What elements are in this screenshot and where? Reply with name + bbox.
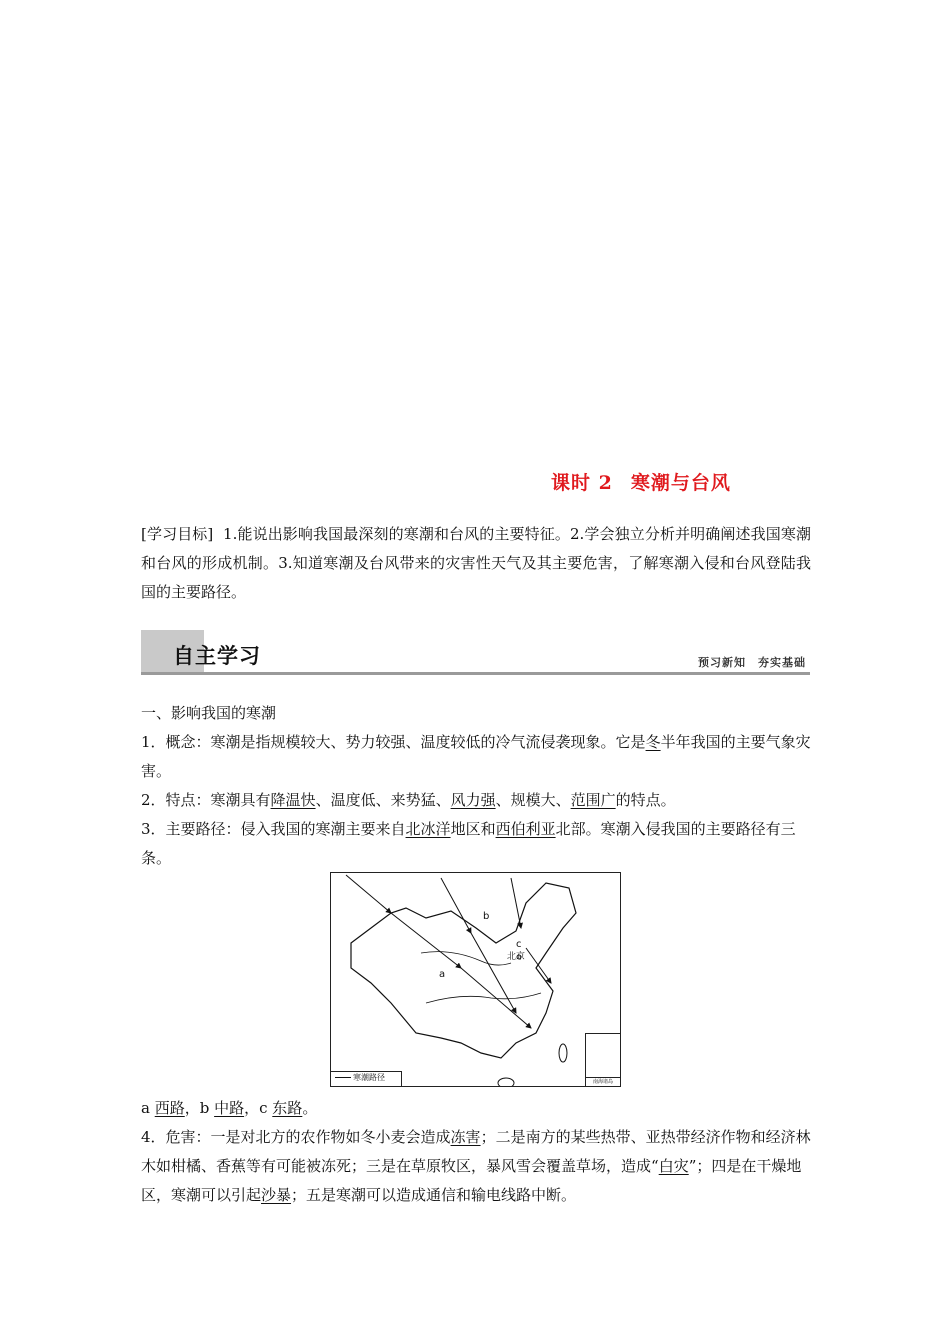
hazards-text-3: ”；四是在干燥地区，寒潮可以引起	[141, 1157, 802, 1204]
blank-middle-route: 中路	[214, 1099, 245, 1117]
route-end: 。	[302, 1099, 318, 1117]
legend-arrow-icon	[335, 1077, 351, 1078]
route-a-arrow-1	[346, 875, 391, 913]
inset-label: 南海诸岛	[586, 1077, 620, 1086]
paths-text-2: 地区和	[450, 820, 496, 838]
features-text: 2．特点：寒潮具有	[141, 791, 271, 809]
south-sea-inset	[585, 1033, 620, 1086]
blank-frost-damage: 冻害	[450, 1128, 481, 1146]
paths-text-3: 北部。寒潮入侵我国的主要路径有三条。	[141, 820, 796, 867]
paths-paragraph	[141, 815, 811, 873]
banner-subtitle: 预习新知 夯实基础	[698, 656, 806, 669]
section-heading: 一、影响我国的寒潮	[141, 704, 277, 722]
map-drawing	[331, 873, 621, 1087]
map-label-a: a	[439, 969, 446, 980]
route-b-arrow-2	[471, 933, 516, 1013]
blank-sandstorm: 沙暴	[261, 1186, 292, 1204]
concept-paragraph	[141, 728, 811, 786]
hazards-paragraph	[141, 1123, 811, 1210]
paths-text: 3．主要路径：侵入我国的寒潮主要来自	[141, 820, 406, 838]
river-yellow	[421, 952, 511, 965]
blank-siberia: 西伯利亚	[495, 820, 556, 838]
blank-fast-cooling: 降温快	[270, 791, 316, 809]
features-text-2: 、温度低、来势猛、	[315, 791, 451, 809]
routes-caption	[141, 1094, 811, 1123]
route-sep-2: ，c	[244, 1099, 273, 1117]
banner-rule	[141, 672, 810, 675]
route-sep-1: ，b	[184, 1099, 215, 1117]
hazards-text-2: ；二是南方的某些热带、亚热带经济作物和经济林木如柑橘、香蕉等有可能被冻死；三是在草原牧区，暴风雪会覆盖草场，造成“	[141, 1128, 811, 1175]
features-paragraph	[141, 786, 811, 815]
blank-strong-wind: 风力强	[450, 791, 496, 809]
blank-winter: 冬	[645, 733, 661, 751]
map-label-c: c	[516, 939, 522, 950]
concept-text: 1．概念：寒潮是指规模较大、势力较强、温度较低的冷气流侵袭现象。它是	[141, 733, 646, 751]
section-banner	[141, 630, 810, 675]
blank-white-disaster: 白灾	[658, 1157, 689, 1175]
lesson-number: 课时 2	[551, 472, 613, 494]
blank-east-route: 东路	[272, 1099, 303, 1117]
map-label-beijing: 北京	[507, 952, 526, 962]
hainan-island	[498, 1078, 514, 1087]
blank-west-route: 西路	[154, 1099, 185, 1117]
legend-text: 寒潮路径	[353, 1073, 385, 1082]
route-a-arrow-2	[391, 913, 461, 968]
route-b-arrow-1	[441, 878, 471, 933]
map-legend	[331, 1071, 402, 1086]
concept-text-end: 半年我国的主要气象灾害。	[141, 733, 811, 780]
features-text-3: 、规模大、	[495, 791, 571, 809]
route-a-prefix: a	[141, 1099, 155, 1117]
blank-arctic: 北冰洋	[405, 820, 451, 838]
hazards-text: 4．危害：一是对北方的农作物如冬小麦会造成	[141, 1128, 451, 1146]
objectives-text: 1.能说出影响我国最深刻的寒潮和台风的主要特征。2.学会独立分析并明确阐述我国寒潮和台风的形成机制。3.知道寒潮及台风带来的灾害性天气及其主要危害，了解寒潮入侵和台风登陆我国的主要路径。	[141, 525, 811, 601]
blank-wide-range: 范围广	[570, 791, 616, 809]
route-c-arrow-1	[511, 878, 521, 928]
banner-title: 自主学习	[173, 644, 261, 668]
lesson-title	[551, 468, 731, 495]
cold-wave-map	[330, 872, 621, 1087]
objectives-tag: [学习目标]	[141, 525, 214, 543]
features-text-4: 的特点。	[615, 791, 676, 809]
route-c-arrow-2	[526, 948, 551, 983]
learning-objectives	[141, 520, 811, 607]
lesson-topic: 寒潮与台风	[630, 472, 731, 494]
river-yangtze	[426, 993, 541, 1003]
map-label-b: b	[483, 911, 490, 922]
hazards-text-4: ；五是寒潮可以造成通信和输电线路中断。	[291, 1186, 577, 1204]
taiwan-island	[559, 1044, 567, 1062]
